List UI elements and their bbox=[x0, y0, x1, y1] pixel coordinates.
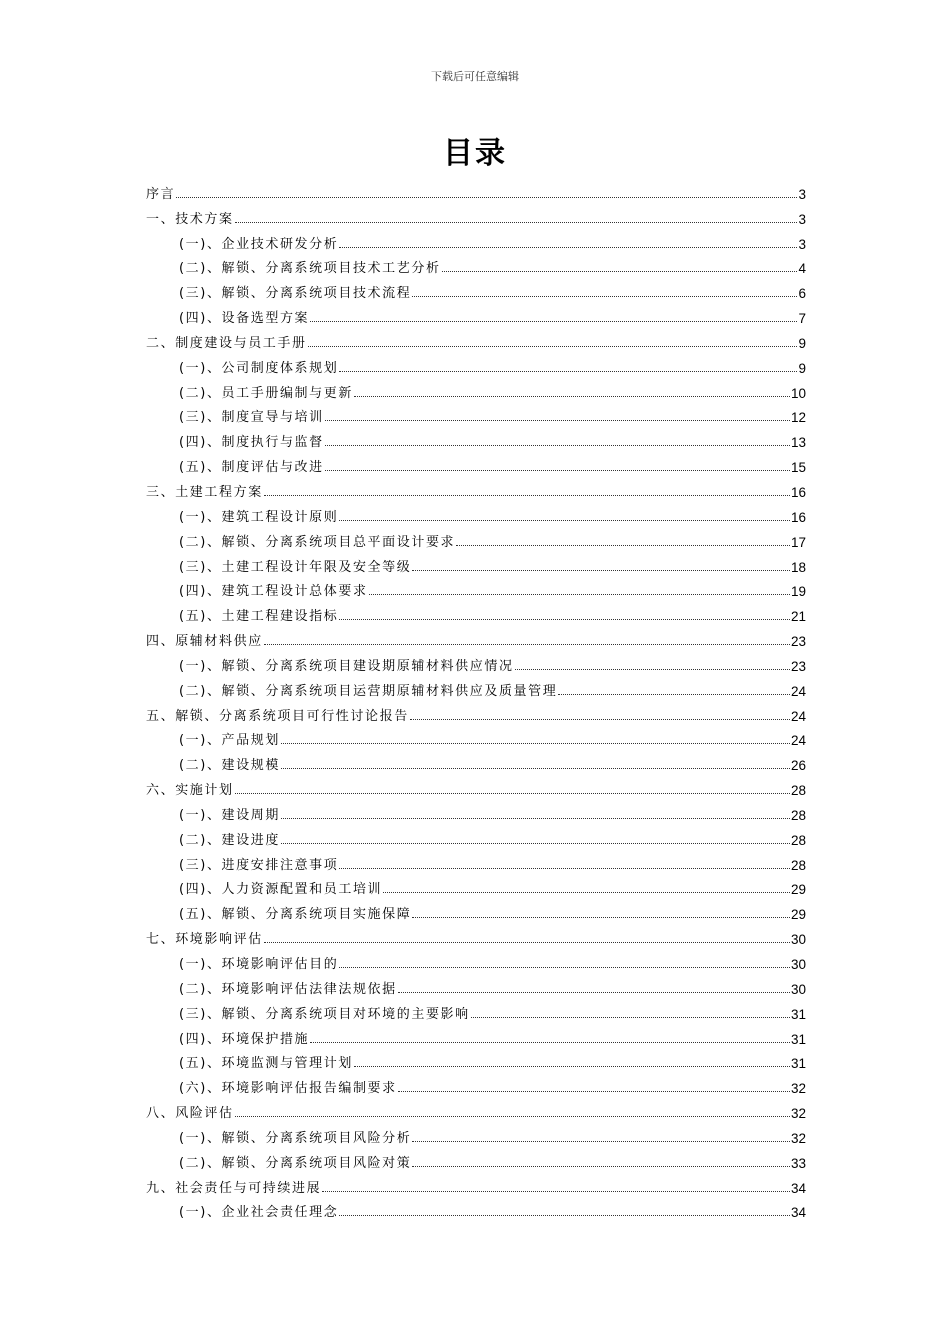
toc-dot-leader bbox=[354, 396, 790, 397]
toc-entry-label: (一)、建设周期 bbox=[179, 807, 280, 823]
toc-entry-label: 四、原辅材料供应 bbox=[146, 634, 263, 650]
toc-entry-page-number: 31 bbox=[790, 1056, 806, 1072]
toc-entry[interactable] bbox=[146, 450, 806, 475]
toc-dot-leader bbox=[471, 1017, 790, 1018]
toc-dot-leader bbox=[235, 793, 790, 794]
toc-entry-label: (一)、公司制度体系规划 bbox=[179, 360, 339, 376]
toc-entry[interactable] bbox=[146, 798, 806, 823]
toc-entry[interactable] bbox=[146, 748, 806, 773]
toc-dot-leader bbox=[354, 1066, 790, 1067]
toc-entry-label: (二)、解锁、分离系统项目风险对策 bbox=[179, 1155, 412, 1171]
toc-entry-label: 五、解锁、分离系统项目可行性讨论报告 bbox=[146, 708, 409, 724]
toc-dot-leader bbox=[412, 917, 790, 918]
toc-entry-label: (一)、企业技术研发分析 bbox=[179, 236, 339, 252]
toc-entry-page-number: 3 bbox=[798, 211, 806, 227]
toc-entry-page-number: 28 bbox=[790, 832, 806, 848]
toc-entry-label: (五)、制度评估与改进 bbox=[179, 460, 324, 476]
toc-entry[interactable] bbox=[146, 500, 806, 525]
toc-entry-page-number: 15 bbox=[790, 460, 806, 476]
page-title: 目录 bbox=[443, 136, 507, 171]
toc-entry-page-number: 6 bbox=[798, 286, 806, 302]
toc-entry-label: (三)、进度安排注意事项 bbox=[179, 857, 339, 873]
toc-entry[interactable] bbox=[146, 401, 806, 426]
toc-entry-page-number: 32 bbox=[790, 1106, 806, 1122]
toc-entry-page-number: 29 bbox=[790, 907, 806, 923]
toc-entry-page-number: 23 bbox=[790, 658, 806, 674]
toc-dot-leader bbox=[398, 1091, 790, 1092]
toc-entry[interactable] bbox=[146, 550, 806, 575]
toc-entry-label: (一)、建筑工程设计原则 bbox=[179, 509, 339, 525]
toc-dot-leader bbox=[325, 420, 790, 421]
toc-entry[interactable] bbox=[146, 252, 806, 277]
toc-entry-page-number: 18 bbox=[790, 559, 806, 575]
toc-dot-leader bbox=[339, 247, 797, 248]
toc-entry-label: (四)、制度执行与监督 bbox=[179, 435, 324, 451]
toc-entry-page-number: 28 bbox=[790, 857, 806, 873]
toc-entry-label: (三)、解锁、分离系统项目对环境的主要影响 bbox=[179, 1006, 470, 1022]
toc-entry-label: (四)、建筑工程设计总体要求 bbox=[179, 584, 368, 600]
toc-dot-leader bbox=[442, 271, 798, 272]
toc-entry-label: (五)、解锁、分离系统项目实施保障 bbox=[179, 907, 412, 923]
toc-entry-label: (二)、建设规模 bbox=[179, 758, 280, 774]
toc-entry-page-number: 24 bbox=[790, 683, 806, 699]
toc-entry-page-number: 28 bbox=[790, 783, 806, 799]
toc-dot-leader bbox=[281, 818, 790, 819]
toc-dot-leader bbox=[398, 992, 790, 993]
toc-entry-page-number: 28 bbox=[790, 807, 806, 823]
toc-entry-page-number: 23 bbox=[790, 634, 806, 650]
toc-dot-leader bbox=[339, 868, 790, 869]
toc-entry-label: (一)、解锁、分离系统项目风险分析 bbox=[179, 1130, 412, 1146]
toc-entry[interactable] bbox=[146, 227, 806, 252]
toc-entry[interactable] bbox=[146, 1146, 806, 1171]
toc-entry-page-number: 34 bbox=[790, 1205, 806, 1221]
toc-entry-label: 九、社会责任与可持续进展 bbox=[146, 1180, 322, 1196]
toc-entry-label: (一)、环境影响评估目的 bbox=[179, 957, 339, 972]
toc-entry-label: 一、技术方案 bbox=[146, 211, 234, 227]
toc-dot-leader bbox=[264, 495, 790, 496]
toc-entry[interactable] bbox=[146, 1071, 806, 1096]
toc-dot-leader bbox=[412, 570, 790, 571]
toc-entry-label: 二、制度建设与员工手册 bbox=[146, 335, 307, 351]
toc-entry-page-number: 34 bbox=[790, 1180, 806, 1196]
toc-entry-label: 三、土建工程方案 bbox=[146, 484, 263, 500]
toc-entry[interactable] bbox=[146, 202, 806, 227]
toc-entry[interactable] bbox=[146, 624, 806, 649]
toc-dot-leader bbox=[235, 222, 798, 223]
toc-entry-page-number: 12 bbox=[790, 410, 806, 426]
toc-entry[interactable] bbox=[146, 351, 806, 376]
toc-entry-page-number: 31 bbox=[790, 1031, 806, 1047]
toc-entry[interactable] bbox=[146, 1096, 806, 1121]
toc-entry-page-number: 24 bbox=[790, 708, 806, 724]
toc-entry-label: 序言 bbox=[146, 186, 176, 202]
toc-dot-leader bbox=[310, 321, 797, 322]
toc-dot-leader bbox=[339, 520, 790, 521]
toc-entry[interactable] bbox=[146, 1171, 806, 1196]
toc-dot-leader bbox=[310, 1042, 790, 1043]
toc-entry[interactable] bbox=[146, 525, 806, 550]
toc-entry-label: (二)、环境影响评估法律法规依据 bbox=[179, 981, 397, 997]
toc-entry-page-number: 3 bbox=[798, 236, 806, 252]
toc-entry[interactable] bbox=[146, 1121, 806, 1146]
toc-entry[interactable] bbox=[146, 276, 806, 301]
toc-entry-label: (一)、解锁、分离系统项目建设期原辅材料供应情况 bbox=[179, 658, 514, 674]
toc-dot-leader bbox=[322, 1191, 790, 1192]
toc-entry-label: (一)、产品规划 bbox=[179, 733, 280, 749]
toc-dot-leader bbox=[515, 669, 790, 670]
toc-entry[interactable] bbox=[146, 897, 806, 922]
toc-entry[interactable] bbox=[146, 599, 806, 624]
toc-entry[interactable] bbox=[146, 301, 806, 326]
toc-entry-page-number: 32 bbox=[790, 1081, 806, 1097]
toc-entry[interactable] bbox=[146, 873, 806, 898]
toc-entry-page-number: 13 bbox=[790, 435, 806, 451]
toc-entry-label: (三)、解锁、分离系统项目技术流程 bbox=[179, 286, 412, 302]
toc-dot-leader bbox=[308, 346, 798, 347]
toc-entry-page-number: 30 bbox=[790, 932, 806, 948]
toc-dot-leader bbox=[558, 694, 790, 695]
toc-entry-page-number: 31 bbox=[790, 1006, 806, 1022]
toc-entry-page-number: 16 bbox=[790, 509, 806, 525]
toc-entry[interactable] bbox=[146, 724, 806, 749]
toc-entry[interactable] bbox=[146, 1047, 806, 1072]
toc-entry-page-number: 9 bbox=[798, 360, 806, 376]
toc-entry[interactable] bbox=[146, 972, 806, 997]
toc-entry-label: (一)、企业社会责任理念 bbox=[179, 1205, 339, 1221]
toc-entry[interactable] bbox=[146, 773, 806, 798]
toc-entry-page-number: 26 bbox=[790, 758, 806, 774]
toc-entry-page-number: 17 bbox=[790, 534, 806, 550]
toc-entry[interactable] bbox=[146, 326, 806, 351]
toc-entry-page-number: 3 bbox=[798, 186, 806, 202]
toc-entry[interactable] bbox=[146, 947, 806, 972]
toc-dot-leader bbox=[456, 545, 790, 546]
toc-entry-page-number: 29 bbox=[790, 882, 806, 898]
toc-entry-label: (三)、土建工程设计年限及安全等级 bbox=[179, 559, 412, 575]
toc-entry-page-number: 24 bbox=[790, 733, 806, 749]
toc-entry-label: (二)、解锁、分离系统项目技术工艺分析 bbox=[179, 261, 441, 277]
toc-dot-leader bbox=[410, 719, 790, 720]
toc-entry[interactable] bbox=[146, 649, 806, 674]
toc-entry-page-number: 33 bbox=[790, 1155, 806, 1171]
toc-entry-label: (四)、人力资源配置和员工培训 bbox=[179, 882, 383, 898]
toc-entry-label: (六)、环境影响评估报告编制要求 bbox=[179, 1081, 397, 1097]
toc-entry-label: 六、实施计划 bbox=[146, 783, 234, 799]
toc-entry-label: (四)、环境保护措施 bbox=[179, 1031, 310, 1047]
toc-entry-label: (五)、土建工程建设指标 bbox=[179, 609, 339, 625]
toc-entry[interactable] bbox=[146, 674, 806, 699]
toc-entry-page-number: 30 bbox=[790, 981, 806, 997]
toc-entry[interactable] bbox=[146, 575, 806, 600]
toc-entry-label: (二)、解锁、分离系统项目总平面设计要求 bbox=[179, 534, 456, 550]
toc-entry-page-number: 21 bbox=[790, 609, 806, 625]
toc-entry-label: (二)、建设进度 bbox=[179, 832, 280, 848]
toc-dot-leader bbox=[412, 1166, 790, 1167]
toc-entry-label: 八、风险评估 bbox=[146, 1106, 234, 1122]
page-header: 下载后可任意编辑 bbox=[431, 70, 519, 83]
toc-entry-page-number: 16 bbox=[790, 484, 806, 500]
toc-entry-label: 七、环境影响评估 bbox=[146, 932, 263, 948]
toc-dot-leader bbox=[412, 1141, 790, 1142]
toc-entry-page-number: 19 bbox=[790, 584, 806, 600]
toc-dot-leader bbox=[339, 967, 790, 968]
toc-dot-leader bbox=[176, 197, 797, 198]
toc-entry-page-number: 32 bbox=[790, 1130, 806, 1146]
toc-dot-leader bbox=[235, 1116, 790, 1117]
toc-dot-leader bbox=[264, 644, 790, 645]
toc-dot-leader bbox=[264, 942, 790, 943]
toc-dot-leader bbox=[369, 594, 790, 595]
toc-entry[interactable] bbox=[146, 699, 806, 724]
toc-entry-page-number: 4 bbox=[798, 261, 806, 277]
toc-dot-leader bbox=[383, 892, 790, 893]
toc-dot-leader bbox=[325, 445, 790, 446]
toc-dot-leader bbox=[325, 470, 790, 471]
toc-entry-label: (四)、设备选型方案 bbox=[179, 311, 310, 327]
toc-entry[interactable] bbox=[146, 376, 806, 401]
toc-entry[interactable] bbox=[146, 1022, 806, 1047]
toc-entry[interactable] bbox=[146, 475, 806, 500]
toc-dot-leader bbox=[339, 371, 797, 372]
toc-entry-page-number: 7 bbox=[798, 311, 806, 327]
toc-entry[interactable] bbox=[146, 922, 806, 947]
toc-entry[interactable] bbox=[146, 1196, 806, 1221]
toc-entry[interactable] bbox=[146, 848, 806, 873]
toc-entry-label: (三)、制度宣导与培训 bbox=[179, 410, 324, 426]
toc-entry[interactable] bbox=[146, 425, 806, 450]
table-of-contents bbox=[146, 177, 806, 1220]
toc-dot-leader bbox=[339, 619, 790, 620]
toc-dot-leader bbox=[281, 843, 790, 844]
toc-entry-label: (二)、解锁、分离系统项目运营期原辅材料供应及质量管理 bbox=[179, 683, 558, 699]
toc-dot-leader bbox=[412, 296, 797, 297]
toc-entry-page-number: 9 bbox=[798, 335, 806, 351]
toc-entry-label: (二)、员工手册编制与更新 bbox=[179, 385, 353, 401]
toc-entry[interactable] bbox=[146, 177, 806, 202]
toc-entry[interactable] bbox=[146, 823, 806, 848]
toc-dot-leader bbox=[281, 743, 790, 744]
toc-entry-page-number: 30 bbox=[790, 957, 806, 972]
toc-entry[interactable] bbox=[146, 997, 806, 1022]
toc-entry-label: (五)、环境监测与管理计划 bbox=[179, 1056, 353, 1072]
toc-dot-leader bbox=[339, 1215, 790, 1216]
toc-dot-leader bbox=[281, 768, 790, 769]
toc-entry-page-number: 10 bbox=[790, 385, 806, 401]
